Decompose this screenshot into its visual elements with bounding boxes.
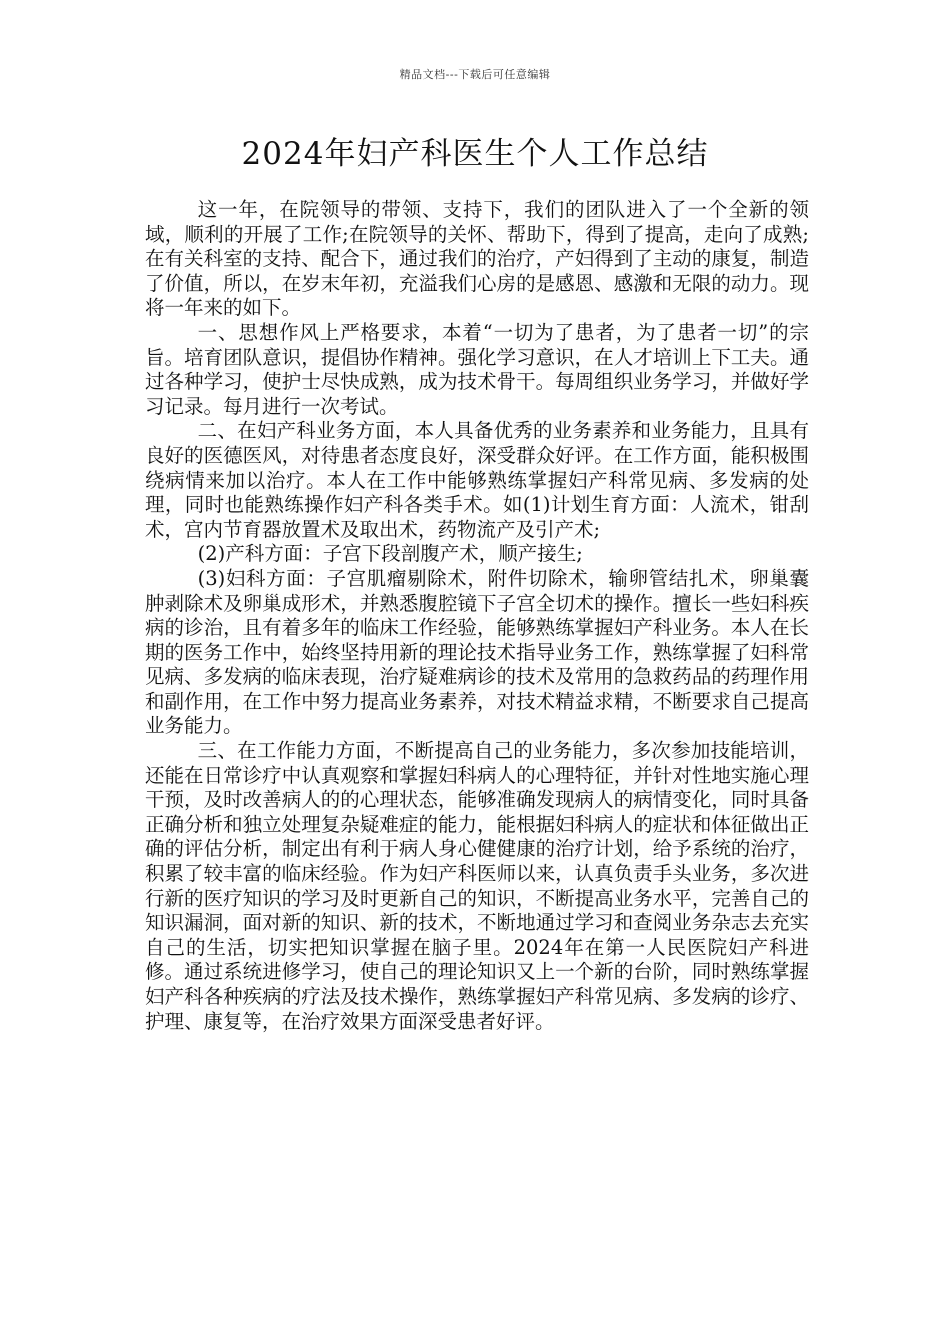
document-body bbox=[145, 198, 809, 1034]
paragraph-obstetrics: (2)产科方面：子宫下段剖腹产术，顺产接生; bbox=[197, 542, 583, 566]
paragraph-section-1: 一、思想作风上严格要求，本着“一切为了患者，为了患者一切”的宗旨。培育团队意识，提倡协作精神。强化学习意识，在人才培训上下工夫。通过各种学习，使护士尽快成熟，成为技术骨干。每周组织业务学习，并做好学习记录。每月进行一次考试。 bbox=[145, 320, 809, 418]
document-title: 2024年妇产科医生个人工作总结 bbox=[241, 136, 709, 172]
paragraph-intro: 这一年，在院领导的带领、支持下，我们的团队进入了一个全新的领域，顺利的开展了工作;在院领导的关怀、帮助下，得到了提高，走向了成熟;在有关科室的支持、配合下，通过我们的治疗，产妇得到了主动的康复，制造了价值，所以，在岁末年初，充溢我们心房的是感恩、感激和无限的动力。现将一年来的如下。 bbox=[145, 198, 809, 320]
header-note: 精品文档---下载后可任意编辑 bbox=[399, 68, 551, 81]
paragraph-section-3: 三、在工作能力方面，不断提高自己的业务能力，多次参加技能培训，还能在日常诊疗中认真观察和掌握妇科病人的心理特征，并针对性地实施心理干预，及时改善病人的的心理状态，能够准确发现病人的病情变化，同时具备正确分析和独立处理复杂疑难症的能力，能根据妇科病人的症状和体征做出正确的评估分析，制定出有利于病人身心健健康的治疗计划，给予系统的治疗，积累了较丰富的临床经验。作为妇产科医师以来，认真负责手头业务，多次进行新的医疗知识的学习及时更新自己的知识，不断提高业务水平，完善自己的知识漏洞，面对新的知识、新的技术，不断地通过学习和查阅业务杂志去充实自己的生活，切实把知识掌握在脑子里。2024年在第一人民医院妇产科进修。通过系统进修学习，使自己的理论知识又上一个新的台阶，同时熟练掌握妇产科各种疾病的疗法及技术操作，熟练掌握妇产科常见病、多发病的诊疗、护理、康复等，在治疗效果方面深受患者好评。 bbox=[145, 739, 809, 1033]
paragraph-section-2: 二、在妇产科业务方面，本人具备优秀的业务素养和业务能力，且具有良好的医德医风，对待患者态度良好，深受群众好评。在工作方面，能积极围绕病情来加以治疗。本人在工作中能够熟练掌握妇产科常见病、多发病的处理，同时也能熟练操作妇产科各类手术。如(1)计划生育方面：人流术，钳刮术，宫内节育器放置术及取出术，药物流产及引产术; bbox=[145, 419, 809, 541]
paragraph-gynecology: (3)妇科方面：子宫肌瘤剔除术，附件切除术，输卵管结扎术，卵巢囊肿剥除术及卵巢成形术，并熟悉腹腔镜下子宫全切术的操作。擅长一些妇科疾病的诊治，且有着多年的临床工作经验，能够熟练掌握妇产科业务。本人在长期的医务工作中，始终坚持用新的理论技术指导业务工作，熟练掌握了妇科常见病、多发病的临床表现，治疗疑难病诊的技术及常用的急救药品的药理作用和副作用，在工作中努力提高业务素养，对技术精益求精，不断要求自己提高业务能力。 bbox=[145, 566, 809, 738]
